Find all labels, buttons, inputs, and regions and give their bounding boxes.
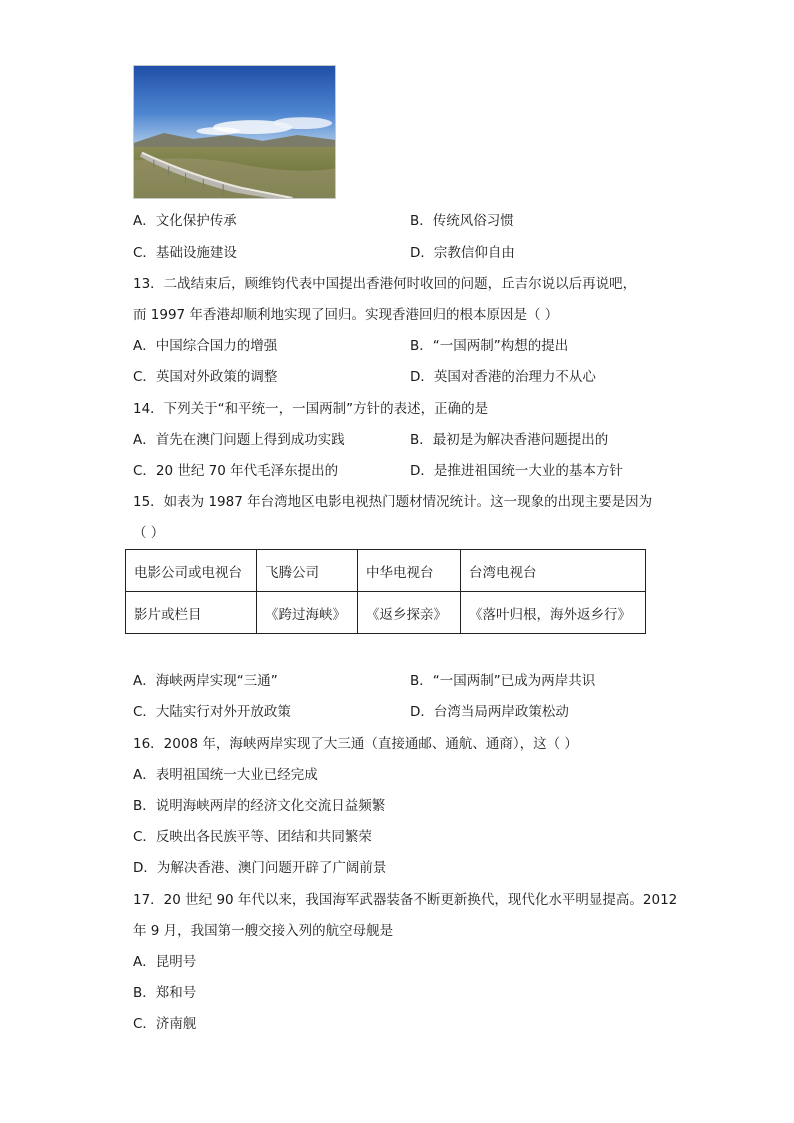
q15-option-d: D．台湾当局两岸政策松动: [410, 704, 569, 720]
table-cell: 电影公司或电视台: [126, 550, 257, 592]
q16-option-b: B．说明海峡两岸的经济文化交流日益频繁: [133, 798, 386, 814]
q15-option-a: A．海峡两岸实现“三通”: [133, 673, 278, 689]
q13-option-b: B．“一国两制”构想的提出: [410, 338, 569, 354]
q14-stem: 14．下列关于“和平统一，一国两制”方针的表述，正确的是: [133, 401, 489, 417]
q12-option-b: B．传统风俗习惯: [410, 213, 514, 229]
table-row: [126, 550, 646, 592]
q12-option-a: A．文化保护传承: [133, 213, 237, 229]
q15-topic-table: [125, 549, 646, 634]
q13-stem-line-2: 而 1997 年香港却顺利地实现了回归。实现香港回归的根本原因是（ ）: [133, 307, 559, 323]
q14-option-d: D．是推进祖国统一大业的基本方针: [410, 463, 623, 479]
table-cell: 《落叶归根，海外返乡行》: [461, 592, 646, 634]
q14-option-c: C．20 世纪 70 年代毛泽东提出的: [133, 463, 339, 479]
q14-option-b: B．最初是为解决香港问题提出的: [410, 432, 609, 448]
q17-stem-line-1: 17．20 世纪 90 年代以来，我国海军武器装备不断更新换代，现代化水平明显提高。2012: [133, 892, 678, 908]
q14-option-a: A．首先在澳门问题上得到成功实践: [133, 432, 345, 448]
q15-stem-line-2: （ ）: [133, 525, 165, 541]
q16-option-d: D．为解决香港、澳门问题开辟了广阔前景: [133, 860, 387, 876]
q13-option-c: C．英国对外政策的调整: [133, 369, 278, 385]
q12-option-c: C．基础设施建设: [133, 245, 237, 261]
q16-stem: 16．2008 年，海峡两岸实现了大三通（直接通邮、通航、通商），这（ ）: [133, 736, 578, 752]
q15-option-b: B．“一国两制”已成为两岸共识: [410, 673, 596, 689]
q15-stem-line-1: 15．如表为 1987 年台湾地区电影电视热门题材情况统计。这一现象的出现主要是因为: [133, 494, 653, 510]
q15-option-c: C．大陆实行对外开放政策: [133, 704, 291, 720]
q13-option-d: D．英国对香港的治理力不从心: [410, 369, 596, 385]
table-row: [126, 592, 646, 634]
q17-stem-line-2: 年 9 月，我国第一艘交接入列的航空母舰是: [133, 923, 394, 939]
q16-option-c: C．反映出各民族平等、团结和共同繁荣: [133, 829, 372, 845]
q17-option-c: C．济南舰: [133, 1016, 197, 1032]
table-cell: 《返乡探亲》: [358, 592, 461, 634]
q17-option-a: A．昆明号: [133, 954, 197, 970]
table-cell: 飞腾公司: [257, 550, 358, 592]
q13-option-a: A．中国综合国力的增强: [133, 338, 278, 354]
q13-stem-line-1: 13．二战结束后，顾维钧代表中国提出香港何时收回的问题，丘吉尔说以后再说吧，: [133, 276, 637, 292]
table-cell: 《跨过海峡》: [257, 592, 358, 634]
table-cell: 中华电视台: [358, 550, 461, 592]
q17-option-b: B．郑和号: [133, 985, 197, 1001]
table-cell: 台湾电视台: [461, 550, 646, 592]
q12-option-d: D．宗教信仰自由: [410, 245, 515, 261]
table-cell: 影片或栏目: [126, 592, 257, 634]
q16-option-a: A．表明祖国统一大业已经完成: [133, 767, 318, 783]
plateau-railway-photo: [133, 65, 336, 199]
